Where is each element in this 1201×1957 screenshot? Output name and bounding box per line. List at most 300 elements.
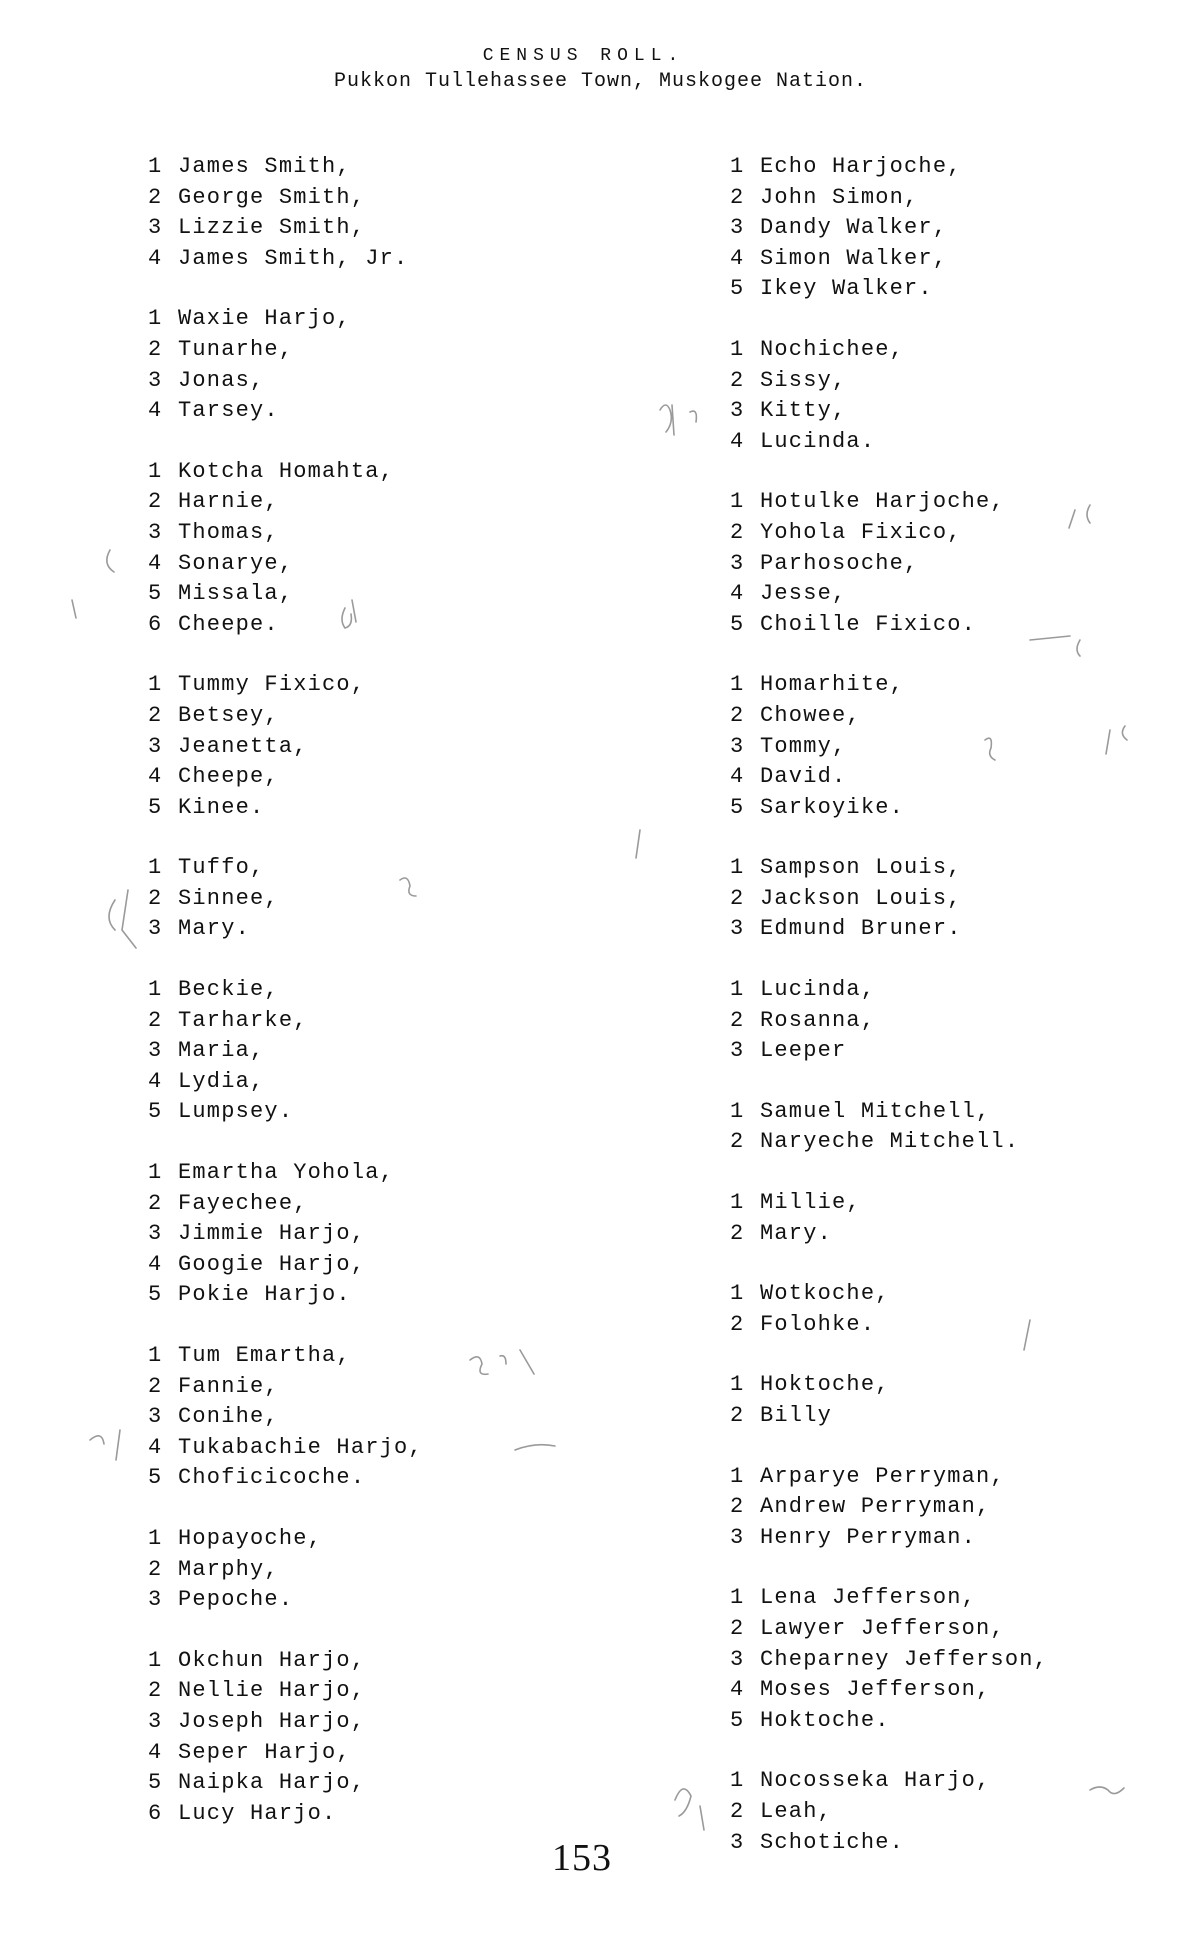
member-name: Lena Jefferson, [760,1585,977,1611]
member-name: Lumpsey. [178,1099,294,1125]
family-group [730,1188,1048,1249]
member-entry [148,1158,423,1189]
member-number: 5 [148,581,163,607]
member-name: Arparye Perryman, [760,1463,1005,1489]
member-entry [730,701,1048,732]
member-entry [148,1707,423,1738]
member-name: Yohola Fixico, [760,519,962,545]
member-name: Nocosseka Harjo, [760,1768,991,1794]
member-number: 5 [148,1282,163,1308]
family-group [730,853,1048,945]
member-number: 2 [730,885,745,911]
member-name: Naryeche Mitchell. [760,1129,1020,1155]
member-entry [730,183,1048,214]
document-title: CENSUS ROLL. [482,46,685,66]
member-number: 6 [148,1800,163,1826]
member-name: Harnie, [178,489,279,515]
member-entry [730,1127,1048,1158]
pencil-mark [90,1430,120,1460]
member-number: 5 [148,1099,163,1125]
member-entry [148,518,423,549]
member-entry [730,518,1048,549]
member-number: 3 [148,733,163,759]
member-entry [148,1585,423,1616]
member-number: 4 [730,428,745,454]
member-entry [730,1219,1048,1250]
member-number: 1 [730,1098,745,1124]
member-number: 1 [148,458,163,484]
member-entry [730,1828,1048,1859]
member-entry [730,1310,1048,1341]
member-entry [148,183,423,214]
member-entry [730,884,1048,915]
pencil-mark [1090,1787,1124,1794]
member-entry [148,670,423,701]
member-entry [730,853,1048,884]
member-name: Sarkoyike. [760,794,905,820]
member-number: 2 [148,885,163,911]
member-number: 1 [148,1647,163,1673]
member-number: 5 [148,794,163,820]
member-number: 1 [730,855,745,881]
member-entry [730,914,1048,945]
pencil-mark [636,830,640,858]
member-entry [148,914,423,945]
member-name: Nellie Harjo, [178,1678,366,1704]
member-number: 1 [730,489,745,515]
member-number: 3 [730,1038,745,1064]
member-entry [148,244,423,275]
member-entry [730,1797,1048,1828]
member-number: 2 [148,1373,163,1399]
member-number: 3 [148,1221,163,1247]
member-number: 1 [148,1160,163,1186]
member-name: Folohke. [760,1311,876,1337]
member-entry [730,579,1048,610]
member-name: Waxie Harjo, [178,306,351,332]
member-number: 3 [730,1829,745,1855]
family-group [148,152,423,274]
member-entry [148,304,423,335]
member-name: Lydia, [178,1068,265,1094]
member-number: 5 [730,276,745,302]
member-name: Schotiche. [760,1829,905,1855]
member-number: 2 [730,1403,745,1428]
document-subtitle: Pukkon Tullehassee Town, Muskogee Nation. [333,70,868,93]
family-group [148,853,423,945]
member-number: 5 [148,1770,163,1796]
member-name: Echo Harjoche, [760,154,962,179]
member-number: 3 [730,916,745,942]
member-number: 2 [730,1311,745,1337]
member-name: Tarharke, [178,1007,308,1033]
member-entry [148,1463,423,1494]
left-column [148,152,423,1859]
member-name: Homarhite, [760,672,905,698]
member-name: Kotcha Homahta, [178,458,395,484]
member-entry [148,1067,423,1098]
right-column [730,152,1048,1888]
member-name: Ikey Walker. [760,276,933,302]
family-group [730,1766,1048,1858]
member-number: 2 [730,1007,745,1033]
member-number: 2 [148,489,163,515]
pencil-mark [660,405,696,435]
member-number: 1 [730,1281,745,1307]
member-name: Hopayoche, [178,1525,323,1551]
member-number: 3 [730,1646,745,1672]
family-group [148,1341,423,1494]
member-entry [148,152,423,183]
member-name: Tummy Fixico, [178,672,366,698]
member-name: Beckie, [178,977,279,1003]
member-name: Leah, [760,1798,833,1824]
member-name: Betsey, [178,702,279,728]
member-number: 2 [730,702,745,728]
member-entry [148,1676,423,1707]
member-number: 1 [730,1463,745,1489]
member-number: 2 [730,1615,745,1641]
member-entry [148,1250,423,1281]
member-entry [148,1738,423,1769]
member-number: 2 [730,1220,745,1246]
member-number: 4 [148,398,163,424]
member-entry [730,1523,1048,1554]
member-number: 4 [148,764,163,790]
pencil-mark [675,1789,704,1830]
member-entry [730,1706,1048,1737]
member-name: Tunarhe, [178,336,294,362]
member-number: 2 [148,1190,163,1216]
member-number: 3 [148,1038,163,1064]
member-name: Maria, [178,1038,265,1064]
family-group [730,335,1048,457]
member-name: Billy [760,1403,833,1428]
member-name: Mary. [178,916,251,942]
member-number: 4 [148,1739,163,1765]
member-name: Fayechee, [178,1190,308,1216]
member-name: George Smith, [178,184,366,210]
member-name: Samuel Mitchell, [760,1098,991,1124]
member-name: Fannie, [178,1373,279,1399]
member-entry [730,1370,1048,1401]
member-name: Hoktoche. [760,1707,890,1733]
member-entry [730,762,1048,793]
member-entry [148,1097,423,1128]
member-entry [730,1675,1048,1706]
member-name: Joseph Harjo, [178,1708,366,1734]
member-name: Hoktoche, [760,1372,890,1398]
member-entry [730,427,1048,458]
member-name: Choficicoche. [178,1465,366,1491]
member-name: Missala, [178,581,294,607]
member-entry [730,487,1048,518]
member-number: 1 [730,1768,745,1794]
pencil-mark [1069,505,1090,528]
member-number: 1 [148,672,163,698]
member-entry [148,549,423,580]
member-entry [148,213,423,244]
member-entry [730,1401,1048,1432]
member-entry [730,793,1048,824]
member-number: 2 [148,336,163,362]
page-header [0,46,1201,93]
pencil-mark [1077,640,1080,656]
member-name: Sonarye, [178,550,294,576]
member-number: 4 [148,1434,163,1460]
pencil-mark [470,1350,534,1374]
member-name: Jesse, [760,581,847,607]
member-entry [730,1583,1048,1614]
member-name: Tukabachie Harjo, [178,1434,423,1460]
member-name: Cheepe. [178,611,279,637]
member-name: Googie Harjo, [178,1251,366,1277]
family-group [730,1097,1048,1158]
page-number: 153 [552,1837,612,1879]
member-number: 1 [148,306,163,332]
member-name: Hotulke Harjoche, [760,489,1005,515]
member-name: James Smith, Jr. [178,245,409,271]
member-number: 2 [730,519,745,545]
member-number: 3 [148,519,163,545]
member-name: Parhosoche, [760,550,919,576]
member-name: Tuffo, [178,855,265,881]
member-entry [148,1402,423,1433]
family-group [730,1370,1048,1431]
family-group [148,1524,423,1616]
member-name: Henry Perryman. [760,1524,977,1550]
member-name: David. [760,764,847,790]
family-group [148,670,423,823]
member-entry [730,732,1048,763]
member-entry [148,793,423,824]
member-number: 1 [148,154,163,179]
member-number: 2 [730,1129,745,1155]
member-name: John Simon, [760,184,919,210]
member-name: Tarsey. [178,398,279,424]
member-name: Lucy Harjo. [178,1800,337,1826]
member-name: James Smith, [178,154,351,179]
member-entry [148,1768,423,1799]
family-group [730,1462,1048,1554]
member-number: 5 [148,1465,163,1491]
member-name: Cheparney Jefferson, [760,1646,1049,1672]
member-number: 3 [730,1524,745,1550]
member-entry [148,1189,423,1220]
family-group [148,457,423,641]
member-number: 2 [730,184,745,210]
member-name: Simon Walker, [760,245,948,271]
member-entry [730,1006,1048,1037]
member-entry [148,1372,423,1403]
member-entry [730,1645,1048,1676]
member-number: 6 [148,611,163,637]
member-name: Dandy Walker, [760,215,948,241]
pencil-mark [109,890,136,948]
member-name: Mary. [760,1220,833,1246]
member-number: 2 [730,367,745,393]
family-group [730,1583,1048,1736]
member-number: 1 [148,977,163,1003]
member-number: 3 [148,215,163,241]
member-number: 1 [148,1343,163,1368]
member-name: Tommy, [760,733,847,759]
member-entry [730,1036,1048,1067]
member-entry [148,732,423,763]
family-group [730,487,1048,640]
member-entry [148,853,423,884]
member-name: Emartha Yohola, [178,1160,395,1186]
member-name: Naipka Harjo, [178,1770,366,1796]
member-number: 4 [148,1251,163,1277]
member-number: 2 [730,1798,745,1824]
member-number: 4 [730,1677,745,1703]
member-entry [148,396,423,427]
member-name: Nochichee, [760,336,905,362]
member-entry [730,213,1048,244]
member-name: Sinnee, [178,885,279,911]
family-group [148,1158,423,1311]
member-name: Jonas, [178,367,265,393]
member-number: 2 [148,1007,163,1033]
member-name: Okchun Harjo, [178,1647,366,1673]
member-entry [730,1492,1048,1523]
member-name: Kitty, [760,398,847,424]
member-entry [730,152,1048,183]
member-number: 1 [730,672,745,698]
family-group [730,1279,1048,1340]
member-entry [730,1097,1048,1128]
member-entry [730,1766,1048,1797]
member-number: 1 [730,1372,745,1398]
member-entry [148,335,423,366]
family-group [148,975,423,1128]
member-entry [148,1219,423,1250]
member-number: 3 [730,733,745,759]
member-number: 3 [730,550,745,576]
member-entry [148,1555,423,1586]
member-number: 1 [730,1585,745,1611]
member-entry [148,701,423,732]
member-name: Millie, [760,1190,861,1216]
member-name: Thomas, [178,519,279,545]
member-entry [148,1006,423,1037]
member-entry [730,366,1048,397]
member-entry [730,396,1048,427]
member-number: 2 [148,702,163,728]
member-entry [148,762,423,793]
member-name: Jeanetta, [178,733,308,759]
member-entry [730,1188,1048,1219]
member-number: 4 [730,245,745,271]
member-name: Sissy, [760,367,847,393]
member-entry [148,366,423,397]
member-entry [148,1646,423,1677]
member-name: Seper Harjo, [178,1739,351,1765]
family-group [730,152,1048,305]
member-number: 4 [148,550,163,576]
member-number: 5 [730,794,745,820]
member-entry [148,487,423,518]
member-number: 3 [148,916,163,942]
member-name: Andrew Perryman, [760,1494,991,1520]
member-name: Lucinda. [760,428,876,454]
member-name: Jackson Louis, [760,885,962,911]
member-entry [730,610,1048,641]
member-name: Wotkoche, [760,1281,890,1307]
member-name: Choille Fixico. [760,611,977,637]
member-entry [730,975,1048,1006]
member-name: Sampson Louis, [760,855,962,881]
member-entry [730,335,1048,366]
member-number: 1 [148,1525,163,1551]
member-number: 4 [730,764,745,790]
member-number: 1 [730,336,745,362]
member-entry [148,457,423,488]
member-number: 1 [730,154,745,179]
member-number: 1 [148,855,163,881]
member-number: 1 [730,977,745,1003]
member-entry [730,274,1048,305]
member-entry [148,1799,423,1830]
pencil-mark [72,550,114,618]
member-entry [730,549,1048,580]
member-name: Conihe, [178,1404,279,1430]
member-entry [148,1433,423,1464]
member-name: Jimmie Harjo, [178,1221,366,1247]
member-number: 2 [148,184,163,210]
member-name: Marphy, [178,1556,279,1582]
family-group [148,1646,423,1830]
member-number: 2 [730,1494,745,1520]
family-group [148,304,423,426]
member-number: 3 [148,1404,163,1430]
member-number: 2 [148,1678,163,1704]
member-number: 1 [730,1190,745,1216]
member-number: 4 [148,245,163,271]
member-name: Pokie Harjo. [178,1282,351,1308]
member-number: 3 [148,1587,163,1613]
member-number: 3 [148,367,163,393]
member-name: Lawyer Jefferson, [760,1615,1005,1641]
member-name: Leeper [760,1038,847,1064]
member-number: 4 [148,1068,163,1094]
member-number: 5 [730,1707,745,1733]
member-name: Edmund Bruner. [760,916,962,942]
member-entry [730,1614,1048,1645]
member-name: Lucinda, [760,977,876,1003]
member-name: Moses Jefferson, [760,1677,991,1703]
member-entry [148,579,423,610]
member-number: 3 [730,215,745,241]
member-number: 5 [730,611,745,637]
member-name: Pepoche. [178,1587,294,1613]
member-entry [730,670,1048,701]
family-group [730,670,1048,823]
member-entry [148,610,423,641]
member-name: Cheepe, [178,764,279,790]
member-number: 4 [730,581,745,607]
pencil-mark [515,1445,555,1450]
member-entry [730,1279,1048,1310]
member-number: 2 [148,1556,163,1582]
member-entry [148,1341,423,1372]
member-name: Tum Emartha, [178,1343,351,1368]
member-entry [730,1462,1048,1493]
member-entry [148,1280,423,1311]
member-name: Rosanna, [760,1007,876,1033]
member-entry [730,244,1048,275]
